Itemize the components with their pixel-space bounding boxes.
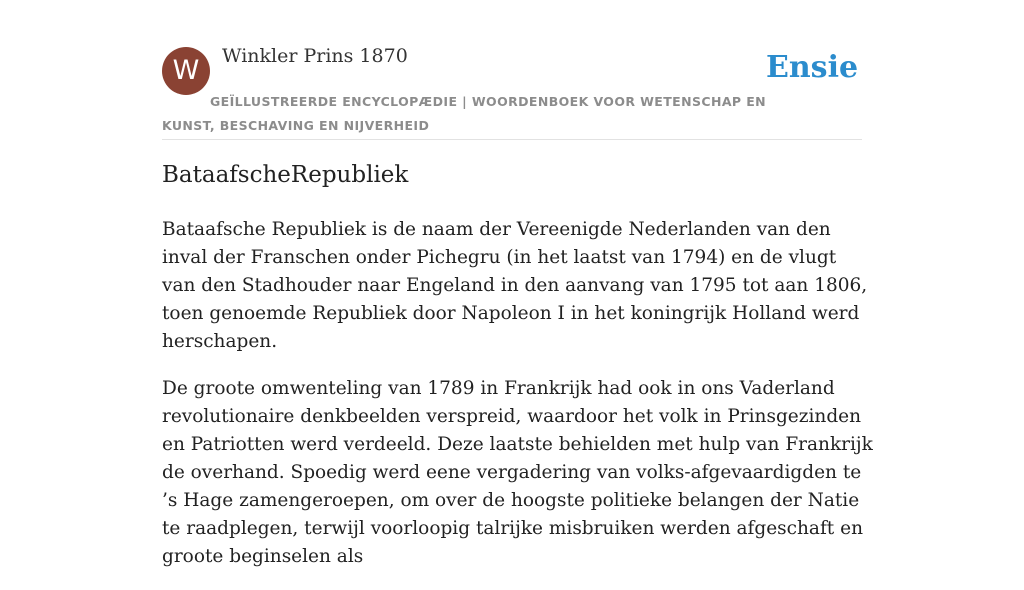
- article-body: [162, 216, 874, 590]
- avatar[interactable]: W: [162, 47, 210, 95]
- source-title[interactable]: Winkler Prins 1870: [222, 45, 408, 67]
- article-paragraph: Bataafsche Republiek is de naam der Vereenigde Nederlanden van den inval der Franschen onder Pichegru (in het laatst van 1794) en de vlugt van den Stadhouder naar Engeland in den aanvang van 1795 tot aan 1806, toen genoemde Republiek door Napoleon I in het koningrijk Holland werd herschapen.: [162, 219, 868, 352]
- ensie-logo[interactable]: Ensie: [766, 50, 859, 85]
- article-title: BataafscheRepubliek: [162, 162, 409, 188]
- header-divider: [162, 139, 862, 140]
- article-paragraph: De groote omwenteling van 1789 in Frankrijk had ook in ons Vaderland revolutionaire denkbeelden verspreid, waardoor het volk in Prinsgezinden en Patriotten werd verdeeld. Deze laatste behielden met hulp van Frankrijk de overhand. Spoedig werd eene vergadering van volks-afgevaardigden te ’s Hage zamengeroepen, om over de hoogste politieke belangen der Natie te raadplegen, terwijl voorloopig talrijke misbruiken werden afgeschaft en groote beginselen als: [162, 378, 873, 567]
- source-subtitle: GEÏLLUSTREERDE ENCYCLOPÆDIE | WOORDENBOEK VOOR WETENSCHAP EN KUNST, BESCHAVING EN NIJVERHEID: [162, 94, 767, 133]
